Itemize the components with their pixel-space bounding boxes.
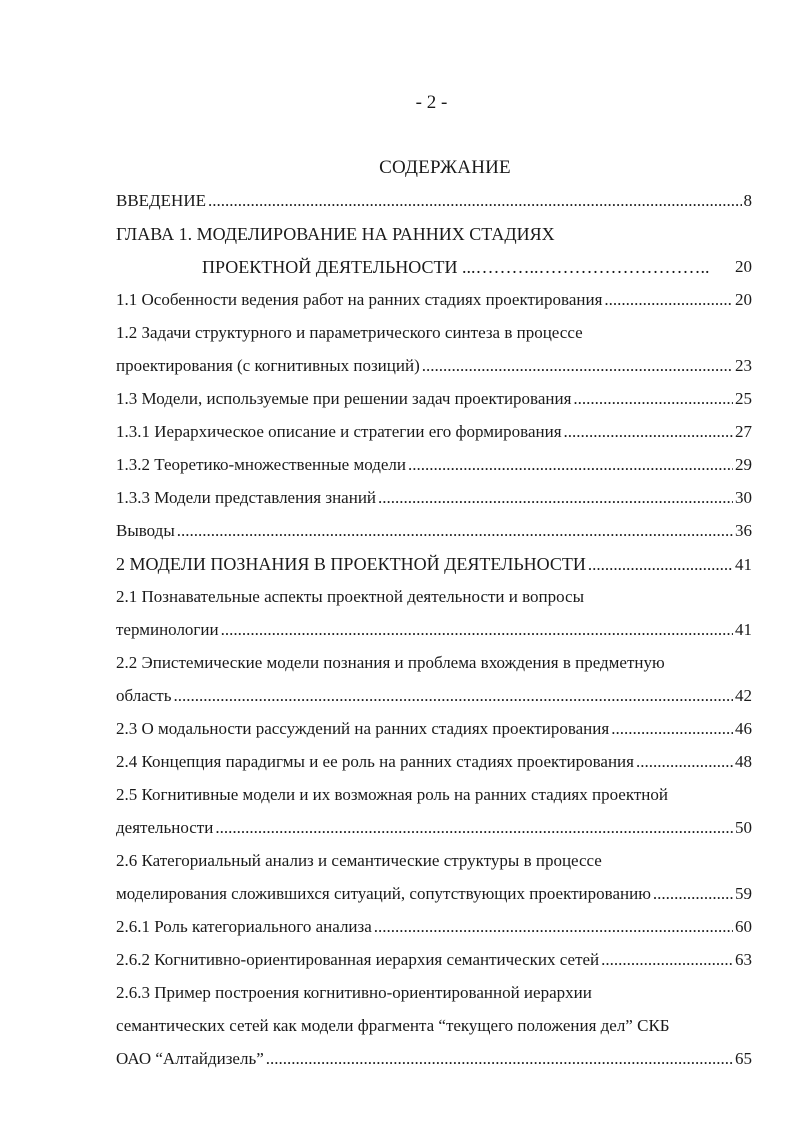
toc-entry-text: 2.6.2 Когнитивно-ориентированная иерархия семантических сетей: [116, 950, 600, 969]
toc-leader-dots: [208, 189, 742, 213]
toc-leader-dots: [573, 387, 733, 411]
toc-entry-text: семантических сетей как модели фрагмента “текущего положения дел” СКБ: [116, 1016, 670, 1035]
toc-entry-2-6-3-line-1[interactable]: [116, 981, 752, 1005]
toc-entry-1-3-3[interactable]: [116, 486, 752, 510]
page-number: - 2 -: [415, 92, 448, 113]
toc-entry-text: 2.1 Познавательные аспекты проектной деятельности и вопросы: [116, 587, 585, 606]
toc-entry-2-2-line-1[interactable]: [116, 651, 752, 675]
toc-entry-text: ВВЕДЕНИЕ: [116, 191, 206, 210]
toc-entry-text: 2.5 Когнитивные модели и их возможная роль на ранних стадиях проектной: [116, 785, 668, 804]
toc-entry-2-6-3-line-2[interactable]: [116, 1014, 752, 1038]
toc-entry-2-6-line-1[interactable]: [116, 849, 752, 873]
toc-entry-1-1[interactable]: [116, 288, 752, 312]
toc-entry-page: 60: [735, 917, 752, 936]
toc-leader-dots: [378, 486, 733, 510]
toc-entry-conclusions[interactable]: [116, 519, 752, 543]
toc-entry-1-2-line-2[interactable]: [116, 354, 752, 378]
toc-entry-2-1-line-1[interactable]: [116, 585, 752, 609]
toc-leader-dots: [215, 816, 733, 840]
toc-entry-page: 27: [735, 422, 752, 441]
toc-entry-text: 2.3 О модальности рассуждений на ранних стадиях проектирования: [116, 719, 610, 738]
toc-entry-page: 41: [735, 555, 752, 574]
toc-entry-text: 1.3.1 Иерархическое описание и стратегии его формирования: [116, 422, 562, 441]
toc-entry-1-3[interactable]: [116, 387, 752, 411]
toc-entry-2-4[interactable]: [116, 750, 752, 774]
toc-entry-text: 2 МОДЕЛИ ПОЗНАНИЯ В ПРОЕКТНОЙ ДЕЯТЕЛЬНОСТИ: [116, 554, 586, 574]
toc-entry-text: 2.2 Эпистемические модели познания и проблема вхождения в предметную: [116, 653, 665, 672]
toc-entry-2-6-3-line-3[interactable]: [116, 1047, 752, 1071]
toc-entry-page: 41: [735, 620, 752, 639]
toc-entry-text: проектирования (с когнитивных позиций): [116, 356, 420, 375]
toc-entry-2-6-1[interactable]: [116, 915, 752, 939]
toc-entry-text: ГЛАВА 1. МОДЕЛИРОВАНИЕ НА РАННИХ СТАДИЯХ: [116, 224, 555, 244]
toc-entry-text: область: [116, 686, 172, 705]
toc-entry-text: 1.3.3 Модели представления знаний: [116, 488, 377, 507]
toc-leader-dots: [611, 717, 733, 741]
toc-leader-dots: [266, 1047, 733, 1071]
toc-entry-text: 1.3 Модели, используемые при решении задач проектирования: [116, 389, 572, 408]
toc-leader-dots: [221, 618, 733, 642]
toc-leader-dots: [564, 420, 733, 444]
toc-entry-text: Выводы: [116, 521, 175, 540]
toc-entry-2-6-line-2[interactable]: [116, 882, 752, 906]
toc-leader-dots: [173, 684, 733, 708]
toc-entry-page: 63: [735, 950, 752, 969]
toc-entry-page: 25: [735, 389, 752, 408]
toc-entry-page: 20: [735, 257, 752, 276]
toc-entry-1-3-2[interactable]: [116, 453, 752, 477]
toc-entry-page: 65: [735, 1049, 752, 1068]
toc-entry-page: 20: [735, 290, 752, 309]
toc-leader-dots: [604, 288, 733, 312]
toc-entry-text: 2.4 Концепция парадигмы и ее роль на ранних стадиях проектирования: [116, 752, 634, 771]
toc-entry-page: 29: [735, 455, 752, 474]
toc-entry-page: 50: [735, 818, 752, 837]
toc-entry-2-2-line-2[interactable]: [116, 684, 752, 708]
toc-entry-text: 2.6.1 Роль категориального анализа: [116, 917, 372, 936]
toc-entry-text: ПРОЕКТНОЙ ДЕЯТЕЛЬНОСТИ ...………..………………………..: [202, 257, 710, 277]
toc-entry-page: 30: [735, 488, 752, 507]
toc-entry-text: 1.2 Задачи структурного и параметрического синтеза в процессе: [116, 323, 583, 342]
toc-entry-2-5-line-2[interactable]: [116, 816, 752, 840]
toc-leader-dots: [177, 519, 733, 543]
toc-leader-dots: [601, 948, 733, 972]
toc-entry-chapter-2[interactable]: [116, 552, 752, 576]
toc-entry-page: 36: [735, 521, 752, 540]
toc-entry-text: 2.6.3 Пример построения когнитивно-ориентированной иерархии: [116, 983, 592, 1002]
toc-entry-page: 59: [735, 884, 752, 903]
toc-entry-text: 2.6 Категориальный анализ и семантические структуры в процессе: [116, 851, 602, 870]
toc-leader-dots: [422, 354, 733, 378]
toc-entry-chapter-1-line-2[interactable]: [202, 255, 752, 279]
toc-entry-2-1-line-2[interactable]: [116, 618, 752, 642]
toc-entry-page: 48: [735, 752, 752, 771]
toc-entry-page: 23: [735, 356, 752, 375]
toc-entry-text: 1.3.2 Теоретико-множественные модели: [116, 455, 406, 474]
toc-entry-text: деятельности: [116, 818, 214, 837]
toc-leader-dots: [636, 750, 733, 774]
toc-entry-text: моделирования сложившихся ситуаций, сопутствующих проектированию: [116, 884, 651, 903]
toc-entry-2-3[interactable]: [116, 717, 752, 741]
toc-entry-page: 46: [735, 719, 752, 738]
toc-leader-dots: [408, 453, 733, 477]
toc-leader-dots: [588, 553, 733, 577]
toc-entry-text: 1.1 Особенности ведения работ на ранних стадиях проектирования: [116, 290, 603, 309]
toc-entry-text: ОАО “Алтайдизель”: [116, 1049, 264, 1068]
toc-entry-1-3-1[interactable]: [116, 420, 752, 444]
toc-entry-text: терминологии: [116, 620, 219, 639]
toc-entry-1-2-line-1[interactable]: [116, 321, 752, 345]
toc-title: СОДЕРЖАНИЕ: [379, 157, 511, 178]
toc-entry-introduction[interactable]: [116, 189, 752, 213]
toc-leader-dots: [653, 882, 733, 906]
toc-entry-chapter-1-line-1[interactable]: [116, 222, 752, 246]
toc-entry-2-5-line-1[interactable]: [116, 783, 752, 807]
toc-entry-page: 42: [735, 686, 752, 705]
toc-leader-dots: [374, 915, 733, 939]
toc-entry-2-6-2[interactable]: [116, 948, 752, 972]
toc-entry-page: 8: [743, 191, 752, 210]
